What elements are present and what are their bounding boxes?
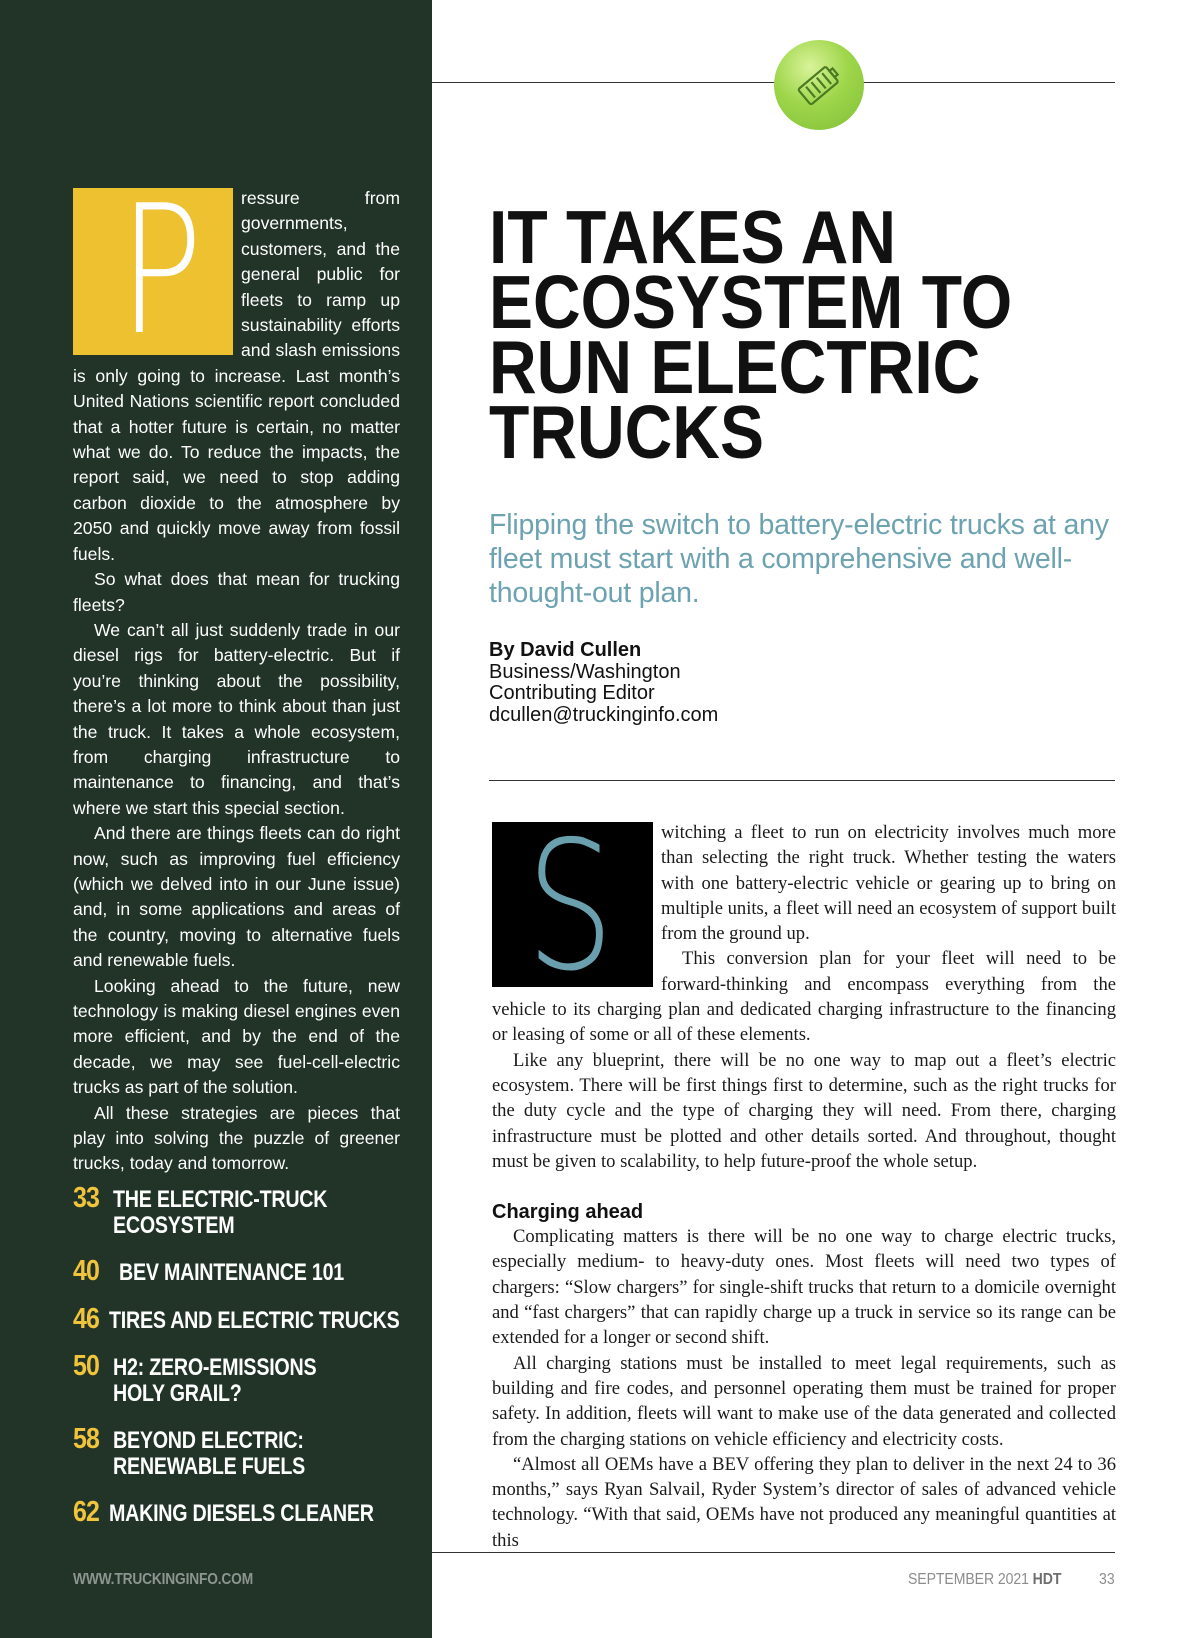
toc-title: THE ELECTRIC-TRUCK ECOSYSTEM: [113, 1186, 328, 1239]
byline-divider: [489, 780, 1115, 781]
toc-item[interactable]: [73, 1352, 413, 1406]
body-paragraph: Complicating matters is there will be no one way to charge electric trucks, especially medium- to heavy-duty ones. Most fleets will need two types of chargers: “Slow chargers” for single-shift trucks that return to a domicile overnight and “fast chargers” that can rapidly charge up a truck in service so its range can be extended for a longer or second shift.: [492, 1226, 1116, 1349]
body-paragraph: This conversion plan for your fleet will need to be forward-thinking and encompass everything from the vehicle to its charging plan and dedicated charging infrastructure to the financing or leasing of some or all of these elements.: [492, 948, 1116, 1046]
toc-item[interactable]: [73, 1184, 413, 1238]
subhead: Charging ahead: [492, 1201, 644, 1224]
toc-page-number: 46: [73, 1302, 100, 1335]
intro-paragraph: All these strategies are pieces that play into solving the puzzle of greener trucks, today and tomorrow.: [73, 1102, 400, 1174]
toc-page-number: 33: [73, 1182, 100, 1214]
toc-item[interactable]: [73, 1425, 413, 1479]
byline-role: Business/Washington: [489, 660, 681, 683]
toc-page-number: 58: [73, 1423, 100, 1455]
dropcap-p: P: [73, 188, 233, 355]
battery-icon: [774, 40, 864, 130]
sidebar: [0, 0, 432, 1638]
issue-date: SEPTEMBER 2021: [908, 1571, 1029, 1588]
toc-item[interactable]: [73, 1498, 413, 1527]
dropcap-s: S: [492, 822, 653, 987]
intro-paragraph: We can’t all just suddenly trade in our diesel rigs for battery-electric. But if you’re thinking about the possibility, there’s a lot more to think about than just the truck. It takes a whole ecosystem, from charging infrastructure to maintenance to financing, and that’s where we start this special section.: [73, 619, 400, 818]
toc-title: H2: ZERO-EMISSIONS HOLY GRAIL?: [113, 1354, 317, 1407]
byline: [489, 640, 1089, 726]
intro-paragraph: P ressure from governments, customers, and the general public for fleets to ramp up sustainability efforts and slash emissions is only going to increase. Last month’s United Nations scientific report concluded that a hotter future is certain, no matter what we do. To reduce the impacts, the report said, we need to stop adding carbon dioxide to the atmosphere by 2050 and quickly move away from fossil fuels.: [73, 167, 400, 564]
toc-title: MAKING DIESELS CLEANER: [109, 1500, 374, 1527]
byline-role: Contributing Editor: [489, 682, 655, 705]
byline-author: By David Cullen: [489, 639, 642, 661]
article-deck: Flipping the switch to battery-electric trucks at any fleet must start with a comprehensive and well-thought-out plan.: [489, 509, 1109, 609]
toc-title: BEV MAINTENANCE 101: [119, 1259, 344, 1286]
intro-paragraph: So what does that mean for trucking fleets?: [73, 569, 400, 615]
footer-divider: [432, 1552, 1115, 1553]
issue-folio: [908, 1571, 1061, 1589]
intro-text: [73, 167, 400, 1177]
body-paragraph: Like any blueprint, there will be no one way to map out a fleet’s electric ecosystem. There will be first things first to determine, such as the right trucks for the duty cycle and the type of charging they will need. From there, charging infrastructure must be plotted and other details sorted. And throughout, thought must be given to scalability, to help future-proof the whole setup.: [492, 1049, 1116, 1172]
toc-page-number: 50: [73, 1350, 100, 1382]
body-paragraph: “Almost all OEMs have a BEV offering they plan to deliver in the next 24 to 36 months,” says Ryan Salvail, Ryder System’s director of sales of advanced vehicle technology. “With that said, OEMs have not produced any meaningful quantities at this: [492, 1453, 1116, 1551]
byline-email[interactable]: dcullen@truckinginfo.com: [489, 703, 719, 726]
page-number: 33: [1099, 1571, 1115, 1588]
toc-page-number: 62: [73, 1496, 100, 1528]
toc-page-number: 40: [73, 1255, 100, 1287]
toc-item[interactable]: [73, 1257, 413, 1286]
toc-title: BEYOND ELECTRIC: RENEWABLE FUELS: [113, 1427, 306, 1480]
body-paragraph: All charging stations must be installed to meet legal requirements, such as building and fire codes, and personnel operating them must be trained for proper safety. In addition, fleets will want to make use of the data generated and collected from the charging stations on vehicle efficiency and electricity costs.: [492, 1352, 1116, 1450]
article-body: [492, 803, 1116, 1553]
section-contents: [73, 1184, 413, 1546]
body-paragraph: S witching a fleet to run on electricity involves much more than selecting the right truck. Whether testing the waters with one battery-electric vehicle or gearing up to bring on multiple units, a fleet will need an ecosystem of support built from the ground up.: [492, 820, 1116, 946]
toc-item[interactable]: [73, 1302, 413, 1335]
toc-title: TIRES AND ELECTRIC TRUCKS: [109, 1306, 400, 1334]
article-headline: IT TAKES AN ECOSYSTEM TO RUN ELECTRIC TRUCKS: [489, 195, 1013, 474]
intro-paragraph: And there are things fleets can do right now, such as improving fuel efficiency (which we delved into in our June issue) and, in some applications and areas of the country, moving to alternative fuels and renewable fuels.: [73, 823, 400, 971]
website-url[interactable]: WWW.TRUCKINGINFO.COM: [73, 1571, 254, 1588]
magazine-name: HDT: [1032, 1571, 1062, 1588]
intro-paragraph: Looking ahead to the future, new technology is making diesel engines even more efficient, and by the end of the decade, we may see fuel-cell-electric trucks as part of the solution.: [73, 975, 400, 1098]
